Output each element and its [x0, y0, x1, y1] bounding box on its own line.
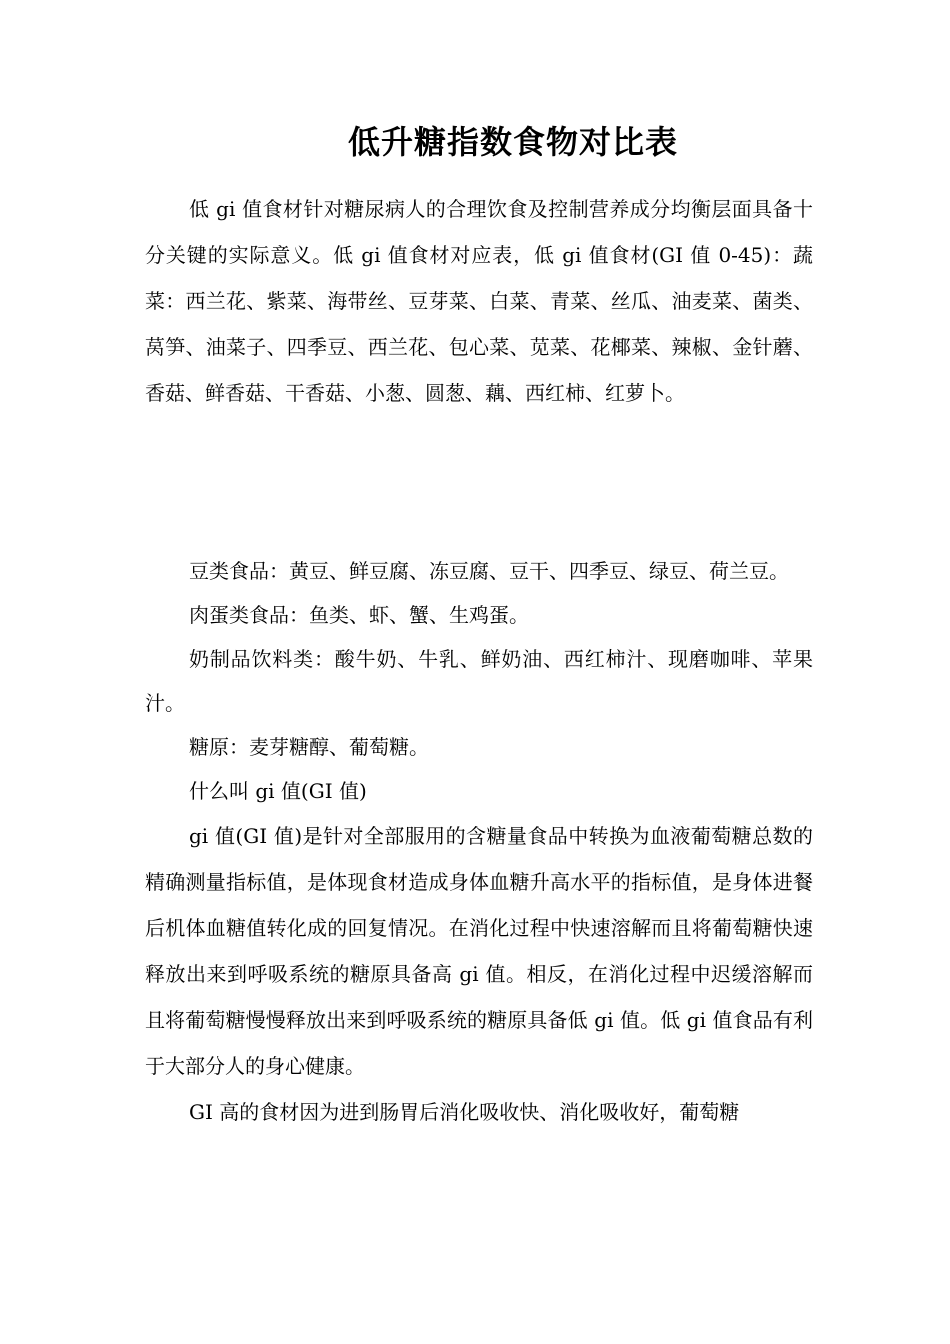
paragraph-high-gi: GI 高的食材因为进到肠胃后消化吸收快、消化吸收好，葡萄糖 — [189, 1100, 740, 1124]
page-title: 低升糖指数食物对比表 — [347, 123, 678, 161]
paragraph-sugars: 糖原：麦芽糖醇、葡萄糖。 — [189, 735, 429, 759]
paragraph-gi-definition: gi 值(GI 值)是针对全部服用的含糖量食品中转换为血液葡萄糖总数的精确测量指标值，是体现食材造成身体血糖升高水平的指标值，是身体进餐后机体血糖值转化成的回复情况。在消化过程中快速溶解而且将葡萄糖快速释放出来到呼吸系统的糖原具备高 gi 值。相反，在消化过程中迟缓溶解而且将葡萄糖慢慢释放出来到呼吸系统的糖原具备低 gi 值。低 gi 值食品有利于大部分人的身心健康。 — [145, 824, 813, 1078]
intro-section — [145, 186, 813, 416]
paragraph-meat-eggs: 肉蛋类食品：鱼类、虾、蟹、生鸡蛋。 — [189, 603, 529, 627]
food-list-section — [145, 549, 813, 1135]
paragraph-intro: 低 gi 值食材针对糖尿病人的合理饮食及控制营养成分均衡层面具备十分关键的实际意义。低 gi 值食材对应表，低 gi 值食材(GI 值 0-45)：蔬菜：西兰花、紫菜、海带丝、豆芽菜、白菜、青菜、丝瓜、油麦菜、菌类、莴笋、油菜子、四季豆、西兰花、包心菜、苋菜、花椰菜、辣椒、金针蘑、香菇、鲜香菇、干香菇、小葱、圆葱、藕、西红柿、红萝卜。 — [145, 197, 813, 405]
paragraph-dairy-drinks: 奶制品饮料类：酸牛奶、牛乳、鲜奶油、西红柿汁、现磨咖啡、苹果汁。 — [145, 647, 813, 715]
paragraph-gi-question: 什么叫 gi 值(GI 值) — [189, 779, 367, 803]
paragraph-beans: 豆类食品：黄豆、鲜豆腐、冻豆腐、豆干、四季豆、绿豆、荷兰豆。 — [189, 559, 789, 583]
